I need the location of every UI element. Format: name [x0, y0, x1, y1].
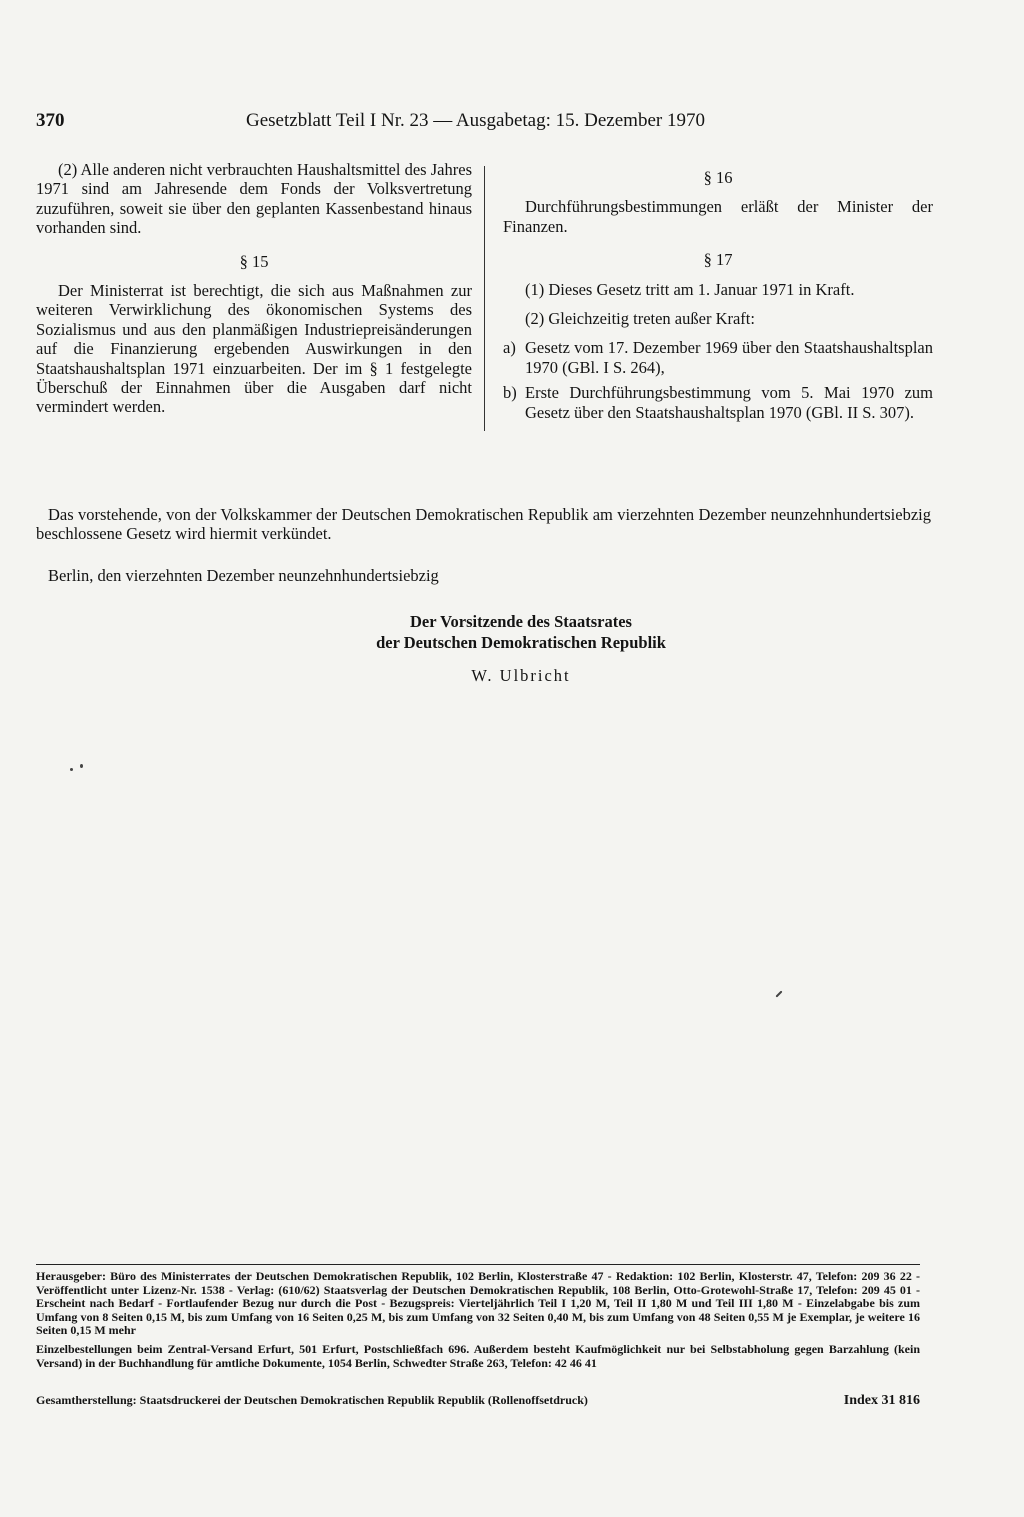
signatory-title-line-1: Der Vorsitzende des Staatsrates [410, 612, 632, 631]
repeal-item-b [503, 383, 933, 422]
printer-info: Gesamtherstellung: Staatsdruckerei der Deutschen Demokratischen Republik Republik (Rollenoffsetdruck) [36, 1393, 588, 1407]
index-number: Index 31 816 [843, 1393, 920, 1408]
item-b-text: Erste Durchführungsbestimmung vom 5. Mai 1970 zum Gesetz über den Staatshaushaltsplan 1970 (GBl. II S. 307). [525, 383, 933, 422]
repeal-item-a [503, 338, 933, 377]
section-16-text: Durchführungsbestimmungen erläßt der Minister der Finanzen. [503, 197, 933, 236]
publisher-info: Herausgeber: Büro des Ministerrates der Deutschen Demokratischen Republik, 102 Berlin, Klosterstraße 47 - Redaktion: 102 Berlin, Klosterstr. 47, Telefon: 209 36 22 - Veröffentlicht unter Lizenz-Nr. 1538 - Verlag: (610/62) Staatsverlag der Deutschen Demokratischen Republik, 108 Berlin, Otto-Grotewohl-Straße 17, Telefon: 209 45 01 - Erscheint nach Bedarf - Fortlaufender Bezug nur durch die Post - Bezugspreis: Vierteljährlich Teil I 1,20 M, Teil II 1,80 M und Teil III 1,80 M - Einzelabgabe bis zum Umfang von 8 Seiten 0,15 M, bis zum Umfang von 16 Seiten 0,25 M, bis zum Umfang von 32 Seiten 0,40 M, bis zum Umfang von 48 Seiten 0,55 M je Exemplar, je weitere 16 Seiten 0,15 M mehr [36, 1269, 920, 1338]
item-a-text: Gesetz vom 17. Dezember 1969 über den Staatshaushaltsplan 1970 (GBl. I S. 264), [525, 338, 933, 377]
page-number: 370 [36, 110, 65, 131]
item-a-label: a) [503, 338, 516, 358]
gazette-title: Gesetzblatt Teil I Nr. 23 — Ausgabetag: 15. Dezember 1970 [246, 110, 705, 131]
imprint-footer [36, 1270, 920, 1375]
page-header [36, 110, 936, 136]
signatory-title-line-2: der Deutschen Demokratischen Republik [376, 633, 666, 652]
section-17-para-1: (1) Dieses Gesetz tritt am 1. Januar 1971 in Kraft. [525, 279, 855, 299]
print-speck [775, 990, 782, 997]
paragraph-14-2: (2) Alle anderen nicht verbrauchten Haushaltsmittel des Jahres 1971 sind am Jahresende dem Fonds der Volksvertretung zuzuführen, soweit sie über den geplanten Kassenbestand hinaus vorhanden sind. [36, 160, 472, 238]
signature-block [36, 611, 1006, 686]
place-and-date: Berlin, den vierzehnten Dezember neunzehnhundertsiebzig [48, 566, 439, 585]
order-info: Einzelbestellungen beim Zentral-Versand Erfurt, 501 Erfurt, Postschließfach 696. Außerdem besteht Kaufmöglichkeit nur bei Selbstabholung gegen Barzahlung (kein Versand) in der Buchhandlung für amtliche Dokumente, 1054 Berlin, Schwedter Straße 263, Telefon: 42 46 41 [36, 1341, 920, 1370]
section-15-heading: § 15 [239, 251, 269, 271]
column-divider [484, 166, 485, 431]
right-column [503, 168, 933, 428]
print-speck [70, 768, 73, 771]
signatory-name: W. Ulbricht [471, 666, 571, 685]
section-15-text: Der Ministerrat ist berechtigt, die sich aus Maßnahmen zur weiteren Verwirklichung des ökonomischen Systems des Sozialismus und aus den planmäßigen Industriepreisänderungen auf die Finanzierung ergebenden Auswirkungen in den Staatshaushaltsplan 1971 einzuarbeiten. Der im § 1 festgelegte Überschuß der Einnahmen über die Ausgaben darf nicht vermindert werden. [36, 281, 472, 417]
item-b-label: b) [503, 383, 517, 403]
promulgation-paragraph: Das vorstehende, von der Volkskammer der Deutschen Demokratischen Republik am vierzehnten Dezember neunzehnhundertsiebzig beschlossene Gesetz wird hiermit verkündet. [36, 505, 931, 544]
section-16-heading: § 16 [703, 168, 733, 187]
left-column [36, 160, 472, 429]
promulgation-text [36, 505, 931, 544]
print-speck [80, 764, 83, 768]
section-17-heading: § 17 [703, 250, 733, 270]
footer-rule [36, 1264, 920, 1265]
printer-line [36, 1393, 920, 1408]
section-17-para-2: (2) Gleichzeitig treten außer Kraft: [525, 309, 755, 329]
